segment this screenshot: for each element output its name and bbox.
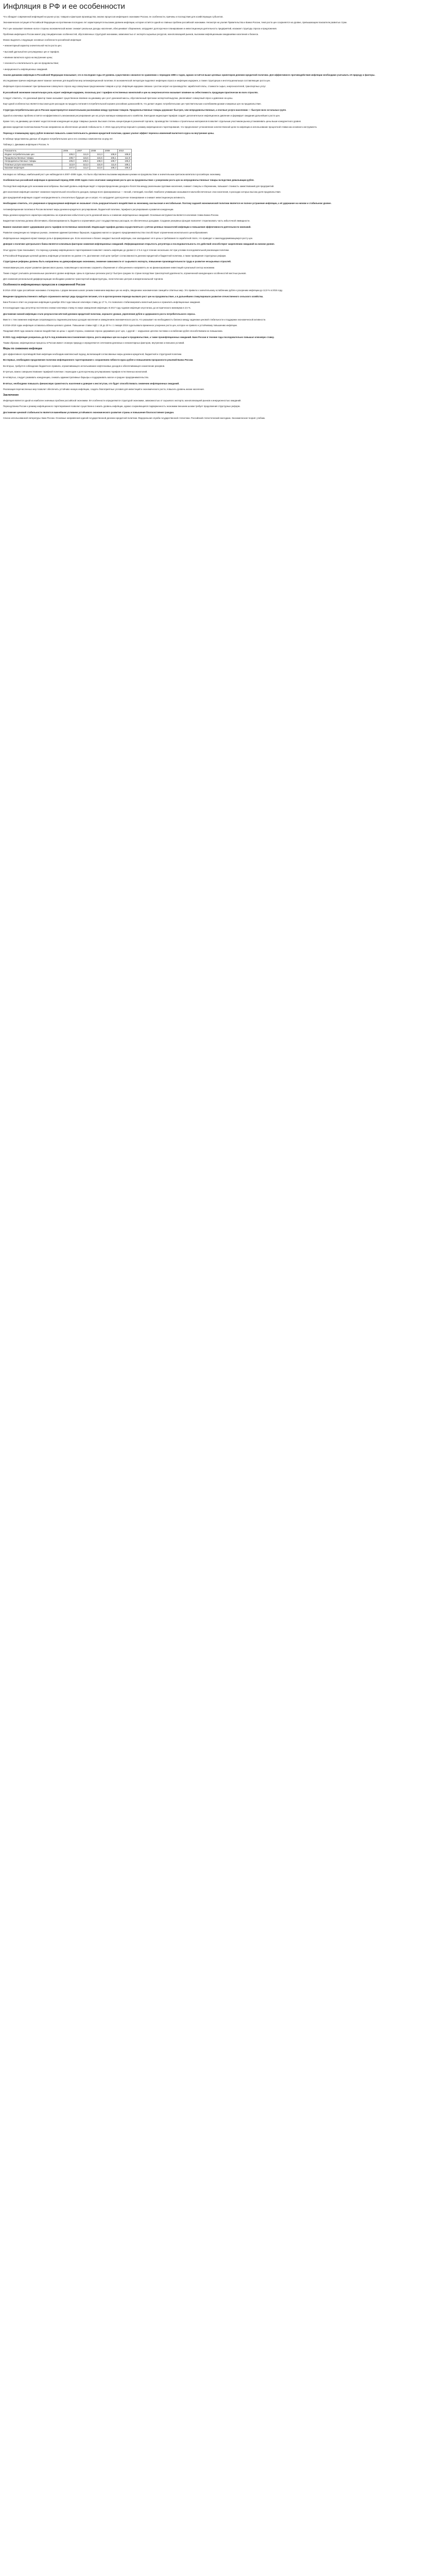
paragraph: Анализ динамики инфляции в Российской Федерации показывает, что в последние годы её уровень существенно снизился по сравнению с периодом 1990-х годов, однако остаётся выше целевых ориентиров денежно-кредитной политики. Для эффективного противодействия инфляции необходимо учитывать её природу и факторы. — [3, 73, 375, 76]
paragraph: Опыт других стран показывает, что переход к режиму инфляционного таргетирования позволяет снизить инфляцию до уровня 2–4 % в год в течение нескольких лет при условии последовательной реализации политики. — [3, 248, 230, 251]
table-cell: 108,8 — [117, 153, 131, 157]
paragraph: Структурные реформы должны быть направлены на диверсификацию экономики, снижение зависимости от сырьевого экспорта, повышение производительности труда и развитие несырьевых отраслей. — [3, 260, 231, 263]
paragraph: Инфляция спроса возникает при превышении совокупного спроса над совокупным предложением товаров и услуг. Инфляция издержек связана с ростом затрат на производство: заработной платы, стоимости сырья, энергоносителей, транспортных услуг. — [3, 85, 266, 88]
table-row — [4, 153, 132, 157]
article-body — [3, 15, 432, 422]
table-cell: 105,0 — [117, 160, 131, 163]
paragraph: Бюджетная политика должна обеспечивать сбалансированность бюджета и ограничивать рост государственных расходов, не обеспеченных доходами. Создание резервных фондов позволяет стерилизовать часть избыточной ликвидности. — [3, 219, 250, 223]
table-cell: Непродовольственные товары — [4, 160, 62, 163]
paragraph: Инфляционные ожидания играют важную роль в формировании цен. Если население и бизнес ожидают высокой инфляции, они закладывают её в цены и требования по заработной плате, что приводит к самоподдерживающемуся росту цен. — [3, 237, 253, 240]
table-header-cell: 2010 — [117, 149, 131, 153]
paragraph: Как видно из таблицы, наибольший рост цен наблюдался в 2007–2008 годах, что было обусловлено высокими мировыми ценами на продовольствие и значительным притоком капитала в российскую экономику. — [3, 173, 221, 176]
section-6-heading: Меры по снижению инфляции — [3, 347, 42, 351]
section-5 — [3, 289, 432, 345]
table-header-cell: 2008 — [90, 149, 103, 153]
table-header-cell: 2006 — [62, 149, 76, 153]
table-cell: 106,5 — [76, 160, 90, 163]
table-cell: 108,7 — [62, 156, 76, 160]
table-row — [4, 166, 132, 170]
table-cell: Базовая инфляция — [4, 166, 62, 170]
table-row — [4, 156, 132, 160]
paragraph: В российской экономике значительную роль играет инфляция издержек, поскольку рост тарифов естественных монополий и цен на энергоносители оказывает влияние на себестоимость продукции практически во всех отраслях. — [3, 91, 258, 94]
paragraph: Переход к плавающему курсу рубля позволил повысить самостоятельность денежно-кредитной политики, однако усилил эффект переноса изменений валютного курса на внутренние цены. — [3, 131, 215, 134]
paragraph: • инерционность инфляционных ожиданий. — [3, 67, 48, 71]
table-header-cell: 2009 — [103, 149, 117, 153]
paragraph: Что обладает современной инфляцией на рынке услуг, товаров и факторов производства; анализ процессов инфляции в экономике России, ее особенности, причины и последствия для хозяйствующих субъектов. — [3, 15, 223, 18]
paragraph: Денежно-кредитная политика Банка России направлена на обеспечение ценовой стабильности. С 2015 года регулятор перешёл к режиму инфляционного таргетирования, что предполагает установление количественной цели по инфляции и использование процентной ставки как основного инструмента. — [3, 126, 317, 129]
paragraph: В-пятых, необходимо повышать финансовую грамотность населения и доверие к институтам, что будет способствовать снижению инфляционных ожиданий. — [3, 382, 180, 385]
table-header-row — [4, 149, 132, 153]
paragraph: Переход Банка России к режиму инфляционного таргетирования позволил существенно снизить уровень инфляции, однако сохраняющаяся подверженность экономики внешним шокам требует продолжения структурных реформ. — [3, 405, 240, 408]
paragraph: Рост цен оказывает влияние на все стороны экономической жизни: снижает реальные доходы населения, обесценивает сбережения, затрудняет долгосрочное планирование и инвестиционную деятельность предприятий, искажает структуру спроса и предложения. — [3, 27, 277, 30]
paragraph: Последствия инфляции для экономики многообразны. Высокий уровень инфляции ведёт к перераспределению доходов и богатства между различными группами населения, снижает стимулы к сбережению, повышает стоимость заимствований для предприятий. — [3, 184, 274, 188]
paragraph: • сезонность и волатильность цен на продовольствие; — [3, 62, 59, 65]
table-cell: Продовольственные товары — [4, 156, 62, 160]
paragraph: Можно выделить следующие основные особенности российской инфляции: — [3, 39, 82, 42]
table-cell: 108,1 — [117, 163, 131, 166]
table-cell: Платные услуги населению — [4, 163, 62, 166]
paragraph: Антиинфляционная политика в России включает меры денежно-кредитного регулирования, бюджетной политики, тарифного регулирования и развития конкуренции. — [3, 208, 174, 211]
paragraph: • влияние валютного курса на внутренние цены; — [3, 56, 53, 59]
paragraph: Список использованной литературы: Банк России. Основные направления единой государственной денежно-кредитной политики. Федеральная служба государственной статистики. Российский статистический ежегодник. Экономическая теория: учебник. — [3, 417, 266, 419]
paragraph: Для эффективного противодействия инфляции необходим комплексный подход, включающий согласованные меры денежно-кредитной, бюджетной и структурной политики. — [3, 353, 182, 356]
paragraph: В 2014–2015 годах российская экономика столкнулась с рядом внешних шоков: резким снижением мировых цен на нефть, введением экономических санкций и ответных мер. Это привело к значительному ослаблению рубля и ускорению инфляции до 12,9 % в 2015 году. — [3, 289, 283, 292]
conclusion-heading: Заключение — [3, 394, 19, 397]
table-cell: 112,9 — [117, 156, 131, 160]
paragraph: Экономическая ситуация в Российской Федерации на протяжении последних лет характеризуется высоким уровнем инфляции, которая остаётся одной из главных проблем российской экономики. Несмотря на усилия Правительства и Банка России, темп роста цен сохраняется на уровне, превышающем показатели развитых стран. — [3, 21, 347, 24]
paragraph: Таблица 1. Динамика инфляции в России, % — [3, 143, 49, 146]
intro-section — [3, 15, 432, 106]
paragraph: • высокий удельный вес регулируемых цен и тарифов; — [3, 50, 60, 53]
table-cell: 113,3 — [76, 163, 90, 166]
paragraph: Для населения инфляция означает снижение покупательной способности доходов, прежде всего фиксированных — пенсий, стипендий, пособий. Наиболее уязвимыми оказываются малообеспеченные слои населения, в расходах которых высока доля продовольствия. — [3, 190, 281, 193]
paragraph: Для снижения региональной дифференциации необходимо развитие транспортной инфраструктуры, логистических центров и межрегиональной торговли. — [3, 278, 164, 281]
paragraph: Особенностью российской инфляции в кризисный период 2008–2009 годов стало сочетание замедления роста цен на продовольствие с ускорением роста цен на непродовольственные товары вследствие девальвации рубля. — [3, 179, 254, 182]
section-6 — [3, 353, 432, 391]
paragraph: В 2021 году инфляция ускорилась до 8,4 % под влиянием восстановления спроса, роста мировых цен на сырьё и продовольствие, а также проинфляционных ожиданий. Банк России в течение года последовательно повышал ключевую ставку. — [3, 335, 274, 338]
table-cell: 111,9 — [76, 153, 90, 157]
paragraph: Достижение ценовой стабильности является важнейшим условием устойчивого экономического развития страны и повышения благосостояния граждан. — [3, 411, 175, 414]
table-cell: 106,6 — [117, 166, 131, 170]
table-header-cell: Показатель — [4, 149, 62, 153]
paragraph: Развитие конкуренции на товарных рынках, снижение административных барьеров, поддержка малого и среднего предпринимательства способствуют ограничению монопольного ценообразования. — [3, 231, 208, 234]
section-2 — [3, 109, 432, 147]
inflation-table — [3, 149, 132, 170]
section-5-heading: Особенности инфляционных процессов в современной России — [3, 283, 85, 287]
paragraph: Вместе с тем снижение инфляции сопровождалось падением реальных доходов населения и замедлением экономического роста, что указывает на необходимость баланса между задачами ценовой стабильности и поддержки экономической активности. — [3, 318, 266, 321]
table-cell: 111,6 — [103, 163, 117, 166]
paragraph: В-третьих, важно совершенствование тарифной политики с переходом к долгосрочному регулированию тарифов естественных монополий. — [3, 370, 148, 374]
paragraph: Доверие к политике центрального банка является ключевым фактором снижения инфляционных ожиданий. Информационная открытость регулятора и последовательность его действий способствуют закреплению ожиданий на низком уровне. — [3, 243, 275, 246]
table-cell: 108,0 — [90, 160, 103, 163]
paragraph: Необходимо отметить, что умеренная и предсказуемая инфляция не оказывает столь разрушительного воздействия на экономику, как высокая и нестабильная. Поэтому задачей экономической политики является не полное устранение инфляции, а её удержание на низком и стабильном уровне. — [3, 202, 332, 205]
paragraph: Также следует учитывать региональные различия в уровне инфляции. Цены в отдельных регионах растут быстрее средних по стране вследствие транспортной удалённости, ограниченной конкуренции и особенностей местных рынков. — [3, 272, 247, 275]
section-3 — [3, 173, 432, 234]
paragraph: В-четвёртых, следует развивать конкуренцию, снижать административные барьеры и поддерживать малое и среднее предпринимательство. — [3, 376, 149, 379]
table-cell: 106,0 — [62, 160, 76, 163]
section-4 — [3, 237, 432, 281]
paragraph: Немаловажную роль играет развитие финансового рынка, позволяющего населению сохранять сбережения от обесценения и направлять их на финансирование инвестиций в реальный сектор экономики. — [3, 266, 215, 269]
paragraph: В 2018–2019 годах инфляция оставалась вблизи целевого уровня. Повышение ставки НДС с 18 до 20 % с 1 января 2019 года вызвало временное ускорение роста цен, которое не привело к устойчивому повышению инфляции. — [3, 324, 238, 327]
paragraph: Важное значение имеет сдерживание роста тарифов естественных монополий. Индексация тарифов должна осуществляться с учётом целевых показателей инфляции и повышения эффективности деятельности компаний. — [3, 225, 251, 228]
table-cell: Индекс потребительских цен — [4, 153, 62, 157]
paragraph: Введение продовольственного эмбарго ограничило импорт ряда продуктов питания, что в краткосрочном периоде вызвало рост цен на продовольствие, а в дальнейшем стимулировало развитие отечественного сельского хозяйства. — [3, 295, 264, 298]
paragraph: Таким образом, инфляционные процессы в России имеют сложную природу и определяются сочетанием денежных и немонетарных факторов, внутренних и внешних условий. — [3, 341, 185, 344]
paragraph: В последующие годы регулятор постепенно снижал ключевую ставку по мере замедления инфляции. В 2017 году годовая инфляция опустилась до исторического минимума в 2,5 %. — [3, 307, 191, 310]
paragraph: Банк России в ответ на ускорение инфляции в декабре 2014 года повысил ключевую ставку до 17 %, что позволило стабилизировать валютный рынок и ограничить инфляционные ожидания. — [3, 300, 201, 303]
table-cell: 111,0 — [76, 166, 90, 170]
paragraph: Следует отметить, что денежный фактор также оказывает существенное влияние на динамику цен: рост денежной массы, обусловленный притоком экспортной выручки, увеличивает совокупный спрос и давление на цены. — [3, 96, 233, 99]
paragraph: • немонетарный характер значительной части роста цен; — [3, 44, 62, 47]
paragraph: Во-вторых, требуется соблюдение бюджетного правила, ограничивающего использование нефтегазовых доходов и обеспечивающего накопление резервов. — [3, 364, 165, 367]
conclusion-section — [3, 399, 432, 420]
table-row — [4, 160, 132, 163]
table-cell: 115,6 — [76, 156, 90, 160]
table-cell: 116,5 — [90, 156, 103, 160]
table-cell: 108,3 — [103, 166, 117, 170]
table-header-cell: 2007 — [76, 149, 90, 153]
table-cell: 115,9 — [90, 163, 103, 166]
paragraph: Реализация перечисленных мер позволит обеспечить устойчиво низкую инфляцию, создать благоприятные условия для инвестиций и экономического роста, повысить уровень жизни населения. — [3, 387, 204, 391]
table-cell: 113,9 — [62, 163, 76, 166]
table-cell: 106,1 — [103, 156, 117, 160]
paragraph: Кроме того, на динамику цен влияет недостаточная конкуренция на ряде товарных рынков. Высокая степень концентрации в розничной торговле, производстве топлива и строительных материалов позволяет отдельным участникам рынка устанавливать цены выше конкурентного уровня. — [3, 120, 302, 123]
paragraph: В таблице представлены данные об индексе потребительских цен и его основных компонентах за ряд лет. — [3, 137, 113, 140]
paragraph: Одной из ключевых проблем остаётся неэффективность механизмов регулирования цен на услуги жилищно-коммунального хозяйства. Ежегодная индексация тарифов создаёт дополнительное инфляционное давление и формирует ожидания дальнейшего роста цен. — [3, 114, 281, 117]
table-cell: 107,8 — [62, 166, 76, 170]
paragraph: В Российской Федерации целевой уровень инфляции установлен на уровне 4 %. Достижение этой цели требует согласованности денежно-кредитной и бюджетной политики, а также проведения структурных реформ. — [3, 254, 226, 257]
paragraph: Ещё одной особенностью является высокая доля расходов на продукты питания в потребительской корзине российских домохозяйств, что делает индекс потребительских цен чувствительным к колебаниям урожая и мировых цен на продовольствие. — [3, 103, 261, 106]
paragraph: Меры денежно-кредитного характера направлены на ограничение избыточного роста денежной массы и снижение инфляционных ожиданий. Основным инструментом является ключевая ставка Банка России. — [3, 214, 219, 216]
paragraph: Во-первых, необходимо продолжение политики инфляционного таргетирования с сохранением гибкости курса рубля и повышением прозрачности решений Банка России. — [3, 359, 194, 362]
paragraph: Достижение низкой инфляции стало результатом жёсткой денежно-кредитной политики, хорошего урожая, укрепления рубля и сдержанного роста потребительского спроса. — [3, 312, 196, 315]
paragraph: Пандемия 2020 года оказала сложное воздействие на цены: с одной стороны, снижение спроса сдерживало рост цен, с другой — нарушение цепочек поставок и ослабление рубля способствовали их повышению. — [3, 330, 223, 333]
paragraph: Исследование причин инфляции имеет важное значение для выработки мер антиинфляционной политики. В экономической литературе выделяют инфляцию спроса и инфляцию издержек, а также структурную и институциональную составляющие роста цен. — [3, 79, 271, 82]
table-cell: 108,8 — [103, 153, 117, 157]
paragraph: Для предприятий инфляция создаёт неопределённость относительно будущих цен и затрат, что затрудняет долгосрочное планирование и снижает инвестиционную активность. — [3, 196, 186, 199]
table-cell: 113,3 — [90, 153, 103, 157]
table-cell: 109,0 — [62, 153, 76, 157]
table-cell: 109,7 — [103, 160, 117, 163]
paragraph: Проблема инфляции в России имеет ряд специфических особенностей, обусловленных структурой экономики, зависимостью от экспорта сырьевых ресурсов, монополизацией рынков, высокими инфляционными ожиданиями населения и бизнеса. — [3, 32, 259, 36]
table-row — [4, 163, 132, 166]
page-title: Инфляция в РФ и ее особенности — [3, 2, 125, 11]
paragraph: Инфляция является одной из наиболее значимых проблем российской экономики. Её особенности определяются структурой экономики, зависимостью от сырьевого экспорта, монополизацией рынков и инерционностью ожиданий. — [3, 399, 241, 402]
paragraph: Структура потребительских цен в России характеризуется значительными различиями между группами товаров. Продовольственные товары дорожают быстрее, чем непродовольственные, а платные услуги населению — быстрее всех остальных групп. — [3, 108, 287, 111]
table-cell: 113,6 — [90, 166, 103, 170]
